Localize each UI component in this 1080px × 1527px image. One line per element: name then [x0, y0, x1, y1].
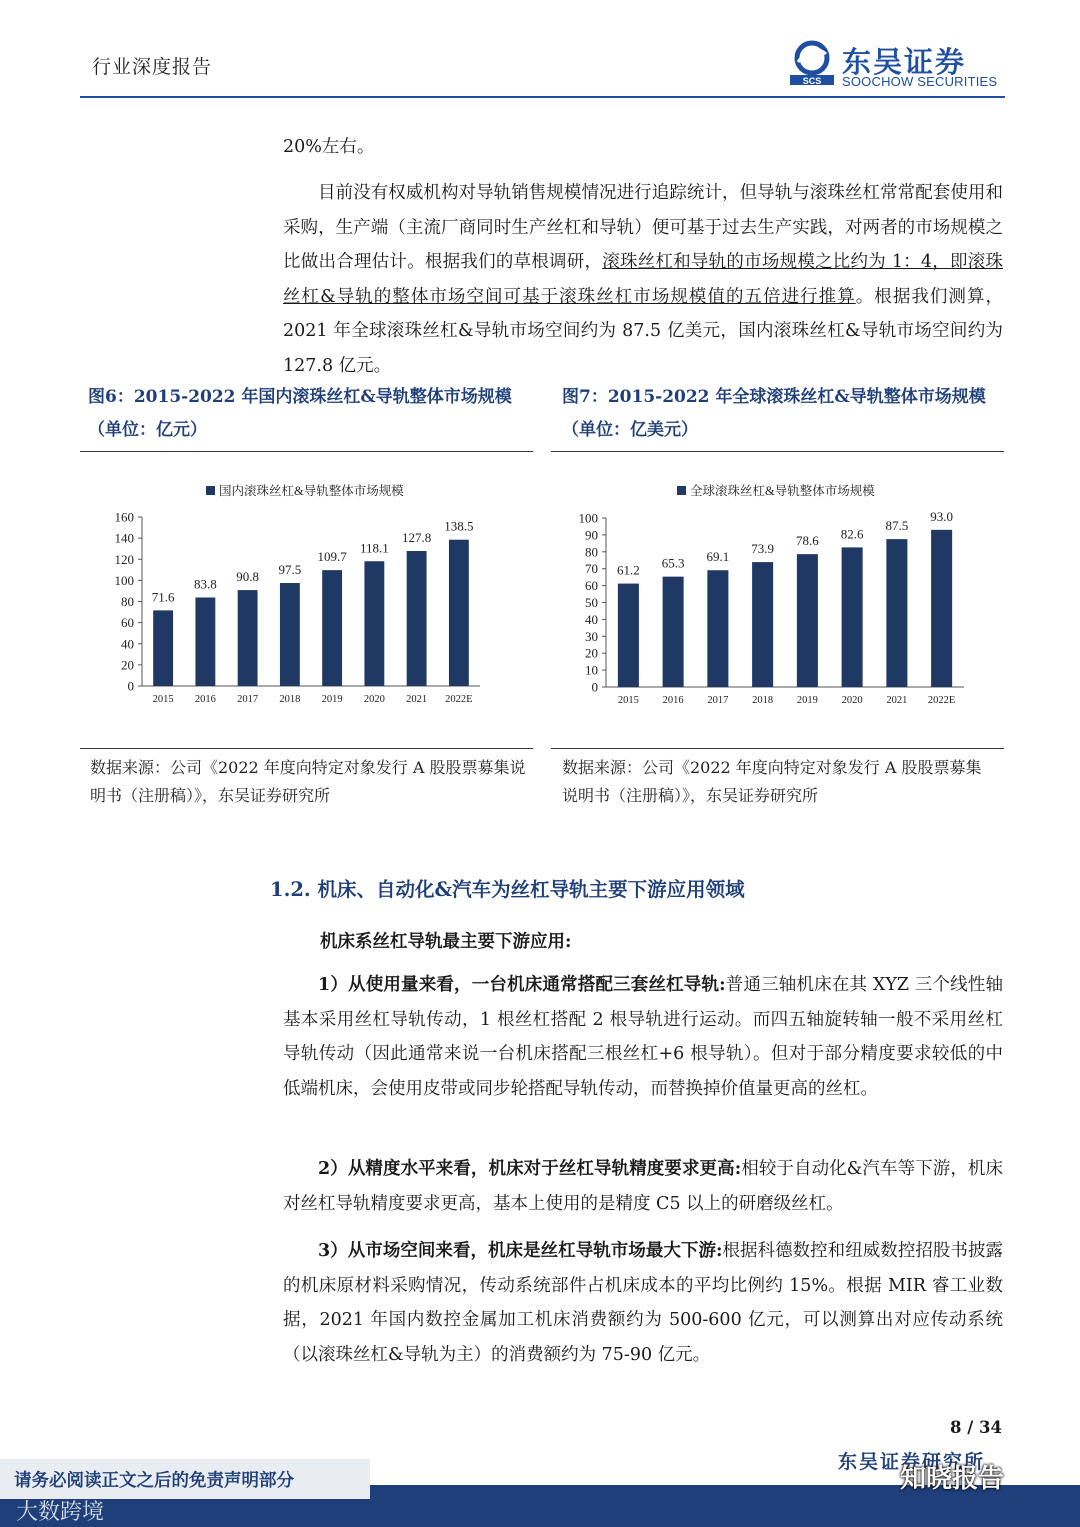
- data-label: 90.8: [236, 569, 259, 585]
- intro-line: 20%左右。: [283, 137, 375, 157]
- y-tick-label: 40: [585, 611, 598, 627]
- figure6-bar-chart: [80, 458, 533, 740]
- y-tick-label: 140: [114, 530, 134, 546]
- disclaimer-bar: 请务必阅读正文之后的免责声明部分: [0, 1459, 370, 1499]
- section-heading: 1.2. 机床、自动化&汽车为丝杠导轨主要下游应用领域: [270, 878, 745, 901]
- bar: [886, 539, 907, 687]
- x-tick-label: 2021: [886, 695, 908, 706]
- bar: [195, 597, 215, 686]
- bar: [153, 610, 173, 686]
- data-label: 118.1: [359, 540, 389, 556]
- point-1: 1）从使用量来看，一台机床通常搭配三套丝杠导轨:普通三轴机床在其 XYZ 三个线性轴基本采用丝杠导轨传动，1 根丝杠搭配 2 根导轨进行运动。而四五轴旋转轴一般不采用丝杠导轨传动（因此通常来说一台机床搭配三根丝杠+6 根导轨）。但对于部分精度要求较低的中低端机床，会使用皮带或同步轮搭配导轨传动，而替换掉价值量更高的丝杠。: [283, 975, 1003, 1099]
- y-tick-label: 10: [585, 662, 598, 678]
- figure7-title: 图7：2015-2022 年全球滚珠丝杠&导轨整体市场规模 （单位：亿美元）: [562, 387, 986, 440]
- point-3: 3）从市场空间来看，机床是丝杠导轨市场最大下游:根据科德数控和纽威数控招股书披露的机床原材料采购情况，传动系统部件占机床成本的平均比例约 15%。根据 MIR 睿工业数据，2021 年国内数控金属加工机床消费额约为 500-600 亿元，可以测算出对应传动系统（以滚珠丝杠&导轨为主）的消费额约为 75-90 亿元。: [283, 1241, 1003, 1365]
- data-label: 93.0: [930, 508, 953, 524]
- y-tick-label: 160: [114, 509, 134, 525]
- page-number: 8 / 34: [950, 1418, 1002, 1437]
- x-tick-label: 2017: [707, 695, 729, 706]
- figure6-bottom-rule: [80, 748, 533, 749]
- figure7-source: 数据来源：公司《2022 年度向特定对象发行 A 股股票募集说明书（注册稿）》，东吴证券研究所: [562, 758, 982, 805]
- watermark-left: 大数跨境: [16, 1500, 105, 1525]
- y-tick-label: 0: [127, 678, 134, 694]
- data-label: 82.6: [840, 526, 864, 542]
- legend-swatch: [677, 486, 686, 495]
- y-tick-label: 20: [585, 645, 598, 661]
- y-tick-label: 0: [591, 679, 598, 695]
- x-tick-label: 2022E: [927, 695, 956, 706]
- y-tick-label: 60: [121, 615, 134, 631]
- y-tick-label: 90: [585, 527, 598, 543]
- bar: [238, 590, 258, 686]
- x-tick-label: 2016: [662, 695, 684, 706]
- figure7-bar-chart: [551, 458, 1004, 740]
- bar: [663, 577, 684, 687]
- bar: [797, 554, 818, 687]
- y-tick-label: 30: [585, 628, 598, 644]
- svg-text:SCS: SCS: [802, 76, 822, 86]
- bar: [752, 562, 773, 687]
- data-label: 65.3: [661, 555, 685, 571]
- bar: [322, 570, 342, 686]
- point-2: 2）从精度水平来看，机床对于丝杠导轨精度要求更高:相较于自动化&汽车等下游，机床对丝杠导轨精度要求更高，基本上使用的是精度 C5 以上的研磨级丝杠。: [283, 1159, 1003, 1214]
- data-label: 127.8: [402, 530, 432, 546]
- x-tick-label: 2015: [617, 695, 639, 706]
- data-label: 109.7: [317, 549, 347, 565]
- data-label: 97.5: [278, 562, 302, 578]
- legend-swatch: [206, 486, 215, 495]
- y-tick-label: 80: [585, 544, 598, 560]
- footer-firm-name: 东吴证券研究所: [838, 1451, 986, 1473]
- section-subtitle: 机床系丝杠导轨最主要下游应用:: [320, 932, 572, 952]
- bar: [280, 583, 300, 686]
- figure7-top-rule: [551, 451, 1004, 452]
- x-tick-label: 2021: [406, 694, 428, 705]
- legend-label: 国内滚珠丝杠&导轨整体市场规模: [219, 484, 404, 498]
- bar: [842, 547, 863, 687]
- y-tick-label: 50: [585, 595, 598, 610]
- data-label: 138.5: [444, 518, 474, 534]
- logo-english-name: SOOCHOW SECURITIES: [842, 74, 998, 89]
- logo-chinese-name: 东吴证券: [842, 45, 967, 79]
- y-tick-label: 60: [585, 578, 598, 594]
- data-label: 61.2: [617, 562, 640, 578]
- underlined-conclusion: 滚珠丝杠和导轨的市场规模之比约为 1：4，即滚珠丝杠&导轨的整体市场空间可基于滚珠丝杠市场规模值的五倍进行推算: [283, 252, 1003, 307]
- figure7-bottom-rule: [551, 748, 1004, 749]
- y-tick-label: 100: [578, 510, 598, 526]
- bar: [407, 551, 427, 686]
- x-tick-label: 2018: [752, 695, 774, 706]
- x-tick-label: 2016: [194, 694, 216, 705]
- y-tick-label: 80: [121, 594, 134, 609]
- data-label: 69.1: [706, 549, 730, 565]
- data-label: 78.6: [796, 533, 819, 549]
- y-tick-label: 40: [121, 636, 134, 652]
- x-tick-label: 2019: [321, 694, 343, 705]
- y-tick-label: 120: [114, 551, 134, 567]
- bar: [449, 540, 469, 686]
- y-tick-label: 20: [121, 657, 134, 673]
- company-logo: [788, 40, 1003, 90]
- x-tick-label: 2019: [796, 695, 818, 706]
- header-rule: [80, 96, 1005, 98]
- intro-paragraph: 目前没有权威机构对导轨销售规模情况进行追踪统计，但导轨与滚珠丝杠常常配套使用和采购，生产端（主流厂商同时生产丝杠和导轨）便可基于过去生产实践，对两者的市场规模之比做出合理估计。根据我们的草根调研，滚珠丝杠和导轨的市场规模之比约为 1：4，即滚珠丝杠&导轨的整体市场空间可基于滚珠丝杠市场规模值的五倍进行推算。根据我们测算，2021 年全球滚珠丝杠&导轨市场空间约为 87.5 亿美元，国内滚珠丝杠&导轨市场空间约为 127.8 亿元。: [283, 183, 1004, 376]
- figure6-top-rule: [80, 451, 533, 452]
- bar: [931, 530, 952, 687]
- data-label: 73.9: [751, 541, 774, 557]
- watermark-right: 知晓报告: [900, 1464, 1005, 1494]
- report-type: 行业深度报告: [92, 56, 213, 78]
- bar: [618, 584, 639, 687]
- data-label: 83.8: [194, 576, 217, 592]
- figure6-source: 数据来源：公司《2022 年度向特定对象发行 A 股股票募集说明书（注册稿）》，东吴证券研究所: [90, 758, 526, 805]
- x-tick-label: 2015: [152, 694, 174, 705]
- x-tick-label: 2017: [237, 694, 259, 705]
- logo-mark-icon: [788, 40, 836, 86]
- bar: [364, 561, 384, 686]
- data-label: 71.6: [151, 589, 175, 605]
- x-tick-label: 2018: [279, 694, 301, 705]
- y-tick-label: 100: [114, 572, 134, 588]
- legend-label: 全球滚珠丝杠&导轨整体市场规模: [690, 484, 875, 498]
- data-label: 87.5: [885, 518, 909, 534]
- x-tick-label: 2020: [841, 695, 863, 706]
- x-tick-label: 2020: [363, 694, 385, 705]
- y-tick-label: 70: [585, 561, 598, 577]
- figure6-title: 图6：2015-2022 年国内滚珠丝杠&导轨整体市场规模 （单位：亿元）: [88, 387, 512, 440]
- x-tick-label: 2022E: [445, 694, 473, 705]
- bar: [707, 570, 728, 687]
